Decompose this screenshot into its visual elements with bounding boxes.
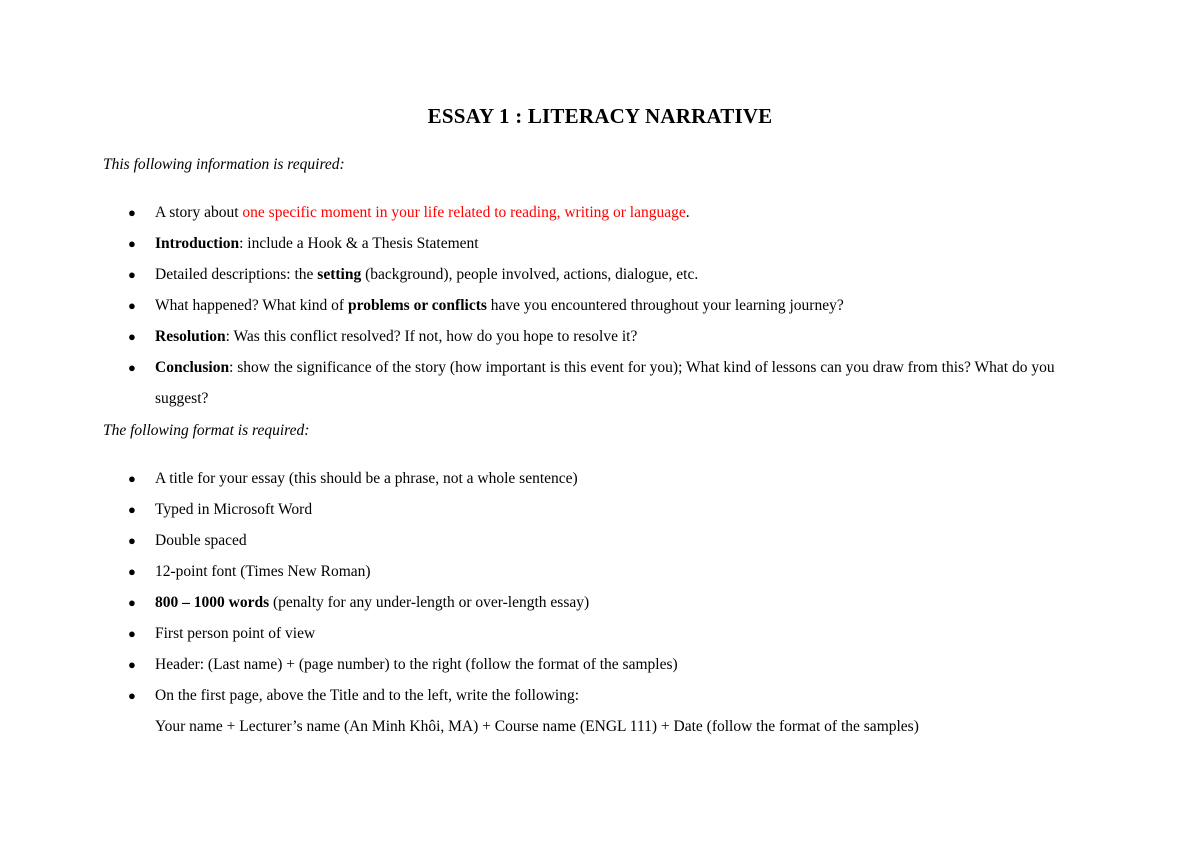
format-section-label: The following format is required: [103, 422, 310, 439]
item-bold-text: setting [317, 266, 362, 283]
list-item [0, 587, 1200, 618]
item-text: On the first page, above the Title and to the left, write the following: [155, 687, 580, 704]
list-item [0, 197, 1200, 228]
format-requirements-list [0, 463, 1200, 742]
item-bold-text: Introduction [155, 235, 240, 252]
item-text: Typed in Microsoft Word [155, 501, 313, 518]
item-text: have you encountered throughout your learning journey? [486, 297, 844, 314]
list-item [0, 352, 1200, 414]
list-item [0, 649, 1200, 680]
bullet-icon: ● [128, 236, 136, 251]
bullet-icon: ● [128, 267, 136, 282]
list-item [0, 618, 1200, 649]
list-item [0, 525, 1200, 556]
item-text: Double spaced [155, 532, 247, 549]
item-bold-text: Resolution [155, 328, 226, 345]
bullet-icon: ● [128, 688, 136, 703]
item-text: : Was this conflict resolved? If not, how do you hope to resolve it? [225, 328, 638, 345]
bullet-icon: ● [128, 533, 136, 548]
item-bold-text: Conclusion [155, 359, 230, 376]
bullet-icon: ● [128, 298, 136, 313]
highlight-text: one specific moment in your life related to reading, writing or language [242, 204, 686, 221]
list-item [0, 463, 1200, 494]
bullet-icon: ● [128, 360, 136, 375]
item-text: : include a Hook & a Thesis Statement [239, 235, 479, 252]
item-text: . [685, 204, 690, 221]
item-text: 12-point font (Times New Roman) [155, 563, 371, 580]
item-text: Header: (Last name) + (page number) to the right (follow the format of the samples) [155, 656, 678, 673]
item-text: : show the significance of the story (how important is this event for you); What kind of lessons can you draw from this? What do you suggest? [155, 359, 1055, 407]
list-item [0, 259, 1200, 290]
item-text: (penalty for any under-length or over-length essay) [269, 594, 590, 611]
bullet-icon: ● [128, 564, 136, 579]
bullet-icon: ● [128, 626, 136, 641]
info-section-label: This following information is required: [103, 156, 345, 173]
document-title: ESSAY 1 : LITERACY NARRATIVE [427, 104, 773, 128]
bullet-icon: ● [128, 205, 136, 220]
list-item [0, 321, 1200, 352]
item-text: What happened? What kind of [155, 297, 348, 314]
item-text: A title for your essay (this should be a phrase, not a whole sentence) [155, 470, 578, 487]
bullet-icon: ● [128, 329, 136, 344]
item-text: (background), people involved, actions, dialogue, etc. [361, 266, 699, 283]
list-item [0, 556, 1200, 587]
list-item [0, 494, 1200, 525]
bullet-icon: ● [128, 471, 136, 486]
list-item [0, 228, 1200, 259]
list-item [0, 290, 1200, 321]
bullet-icon: ● [128, 502, 136, 517]
item-bold-text: 800 – 1000 words [155, 594, 270, 611]
bullet-icon: ● [128, 595, 136, 610]
item-text: A story about [155, 204, 243, 221]
info-requirements-list [0, 197, 1200, 414]
item-text: Detailed descriptions: the [155, 266, 318, 283]
bullet-icon: ● [128, 657, 136, 672]
item-subline-text: Your name + Lecturer’s name (An Minh Khôi, MA) + Course name (ENGL 111) + Date (follow the format of the samples) [155, 718, 919, 735]
list-item [0, 680, 1200, 742]
item-bold-text: problems or conflicts [347, 297, 487, 314]
item-text: First person point of view [155, 625, 316, 642]
